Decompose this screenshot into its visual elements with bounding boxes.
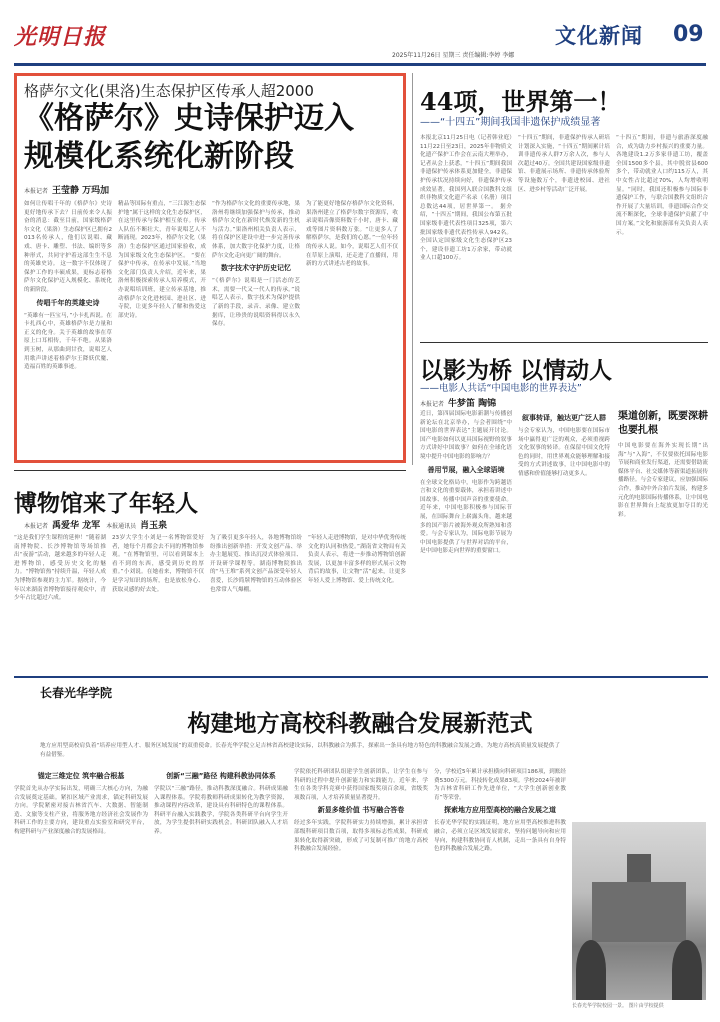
- column-divider: [412, 73, 413, 465]
- article2-col3-text: “十四五”期间，非遗与旅游深度融合，成为助力乡村振兴的重要力量。各地建设1.2万多家非遗工坊，覆盖全国1500多个县，其中脱贫县600多个，带动就业人口约115万人，其中女性占比超过70%，人均增收明显。“同时，我国还积极参与国际非遗保护工作，与联合国教科文组织合作开展了大量培训，非遗国际合作交流不断深化，全球非遗保护贡献了中国方案。”文化和旅游部有关负责人表示。: [616, 135, 708, 236]
- byline-label: 本报记者: [24, 523, 49, 530]
- article1-col3b-text: “《格萨尔》说唱是一门活态的艺术，需要一代又一代人的传承。”说唱艺人表示，数字技术为保护提供了新的手段，录音、录像、建立数据库，让珍贵的说唱资料得以永久保存。: [212, 278, 300, 328]
- photo-building: [592, 882, 686, 942]
- dateline: 2025年11月26日 星期三 责任编辑:李婷 李娜: [392, 52, 515, 59]
- photo-tree: [672, 940, 702, 1000]
- article4-column2: [112, 534, 204, 672]
- article2-col2-text: “十四五”期间，非遗保护传承人研培计划深入实施，“十四五”期间累计培训非遗传承人群7万余人次，参与人次超过40万。全国共建设国家级非遗馆、非遗展示场所、非遗传承体验所等设施数万个，非遗进校园、进社区、进乡村等活动广泛开展。: [518, 135, 610, 193]
- photo-caption: 长春光华学院校园一景。 图片由学校提供: [572, 1003, 664, 1009]
- article1-column4: [306, 200, 398, 455]
- page-number: 09: [673, 22, 704, 47]
- photo-tree: [576, 940, 606, 1000]
- article4-column1: [14, 534, 106, 672]
- article1-col1b-text: “英雄有一匹宝马，”小卡扎西说。在卡扎西心中，英雄格萨尔是力量和正义的化身。关于英雄的故事在草原上口耳相传，千年不绝。从果洛到玉树，从那曲到甘孜，说唱艺人用歌声讲述着格萨尔王降妖伏魔、造福百姓的英雄事迹。: [24, 312, 112, 371]
- article3-column2: [518, 410, 610, 672]
- article4-column4: [308, 534, 406, 672]
- header-rule: [14, 63, 706, 66]
- article5-col4-text: 分，学校近5年累计承担横向科研项目186项，到账经费5300万元。科技转化成果83项。学校2024年被评为吉林省科研工作先进单位，“大学生创新创业教育”等荣誉。: [434, 769, 566, 801]
- article4-col1-text: “这是我们学生课程的延伸！”随着湖南博物院、长沙博物馆等场馆推出“夜游”活动，越来越多的年轻人走进博物馆，感受历史文化的魅力。“博物馆热”持续升温，年轻人成为博物馆参观的主力军。据统计，今年以来湖南省博物馆接待观众中，青少年占比超过六成。: [14, 535, 106, 602]
- article5-column1: [14, 768, 148, 1008]
- byline-authors: 禹爱华 龙军: [52, 521, 101, 531]
- byline-label: 本报记者: [24, 188, 49, 195]
- article3-subhead2: 叙事转译，触达更广泛人群: [522, 414, 606, 422]
- article3-side-subhead: 渠道创新，既要深耕也要扎根: [618, 411, 708, 436]
- article5-col3b-text: 经过多年实践，学院科研实力持续增强，累计承担省部级科研项目数百项，取得多项标志性成果，科研成果转化取得新突破，形成了可复制可推广的地方高校科教融合发展经验。: [294, 820, 428, 853]
- article4-column3: [210, 534, 302, 672]
- article2-lead-text: 本报北京11月25日电（记者韩业庭）11月22日至23日，2025年非物质文化遗产保护工作会在云南大理举办，记者从会上获悉，“十四五”期间我国非遗保护传承体系更加健全，非遗保护传承状况持续向好，非遗保护传承成效显著，我国列入联合国教科文组织非物质文化遗产名录（名册）项目总数达44项，居世界第一。 据介绍，“十四五”期间，我国公布第五批国家级非遗代表性项目325项，第六批国家级非遗代表性传承人942名。全国认定国家级文化生态保护区23个，建设非遗工坊1万余家，带动就业人口超100万。: [420, 135, 512, 262]
- article5-subhead2: 创新“三融”路径 构建科教协同体系: [166, 772, 276, 780]
- article1-column2: [118, 200, 206, 455]
- newspaper-masthead: 光明日报: [14, 24, 107, 50]
- article1-col2-text: 精品等国际有重点，“三江源生态保护地”属于这样的文化生态保护区，在这里传承与保护相互依存。传承人队伍不断壮大，青年说唱艺人不断涌现。2023年，格萨尔文化（果洛）生态保护区通过国家验收，成为国家级文化生态保护区。 “要在保护中传承，在传承中发展。”当地文化部门负责人介绍，近年来，果洛州积极探索传承人培养模式，开办说唱培训班，建立传承基地，推动格萨尔文化进校园、进社区、进寺院，让更多年轻人了解和热爱这部史诗。: [118, 201, 206, 319]
- article5-col2-text: 学院以“三融”路径，推动科教深度融合。科研成果融入课程体系。学院将教师科研成果转化为教学资源，推动课程内容改革，建设具有科研特色的课程体系。科研平台融入实践教学，学院各类科研平台向学生开放，为学生提供科研实践机会。科研团队融入人才培养。: [154, 786, 288, 835]
- article-divider: [14, 470, 406, 471]
- article5-column4: [434, 768, 566, 1008]
- article-divider: [420, 342, 708, 343]
- article1-headline-line2: 规模化系统化新阶段: [24, 139, 294, 174]
- article1-byline: [24, 183, 113, 196]
- article5-col4b-text: 长春光华学院的实践证明，地方应用型高校推进科教融合，必须立足区域发展需求，坚持问题导向和应用导向，构建科教协同育人机制，走出一条具有自身特色的科教融合发展之路。: [434, 820, 566, 853]
- article1-col3-text: “作为格萨尔文化的重要传承地，果洛州将继续加强保护与传承，推动格萨尔文化在新时代焕发新的生机与活力。”果洛州相关负责人表示，将在保护区建设中进一步完善传承体系，加大数字化保护力度，让格萨尔文化走向更广阔的舞台。: [212, 201, 300, 259]
- section-title: 文化新闻: [555, 24, 643, 48]
- article2-subheadline: ——“十四五”期间我国非遗保护成绩显著: [420, 117, 601, 128]
- article4-col2-text: 23岁大学生小刘是一名博物馆爱好者，她每个月都会去不同的博物馆参观。“在博物馆里，可以看到课本上看不到的东西，感受到历史的厚重。”小刘说。在她看来，博物馆不仅是学习知识的场所，也是放松身心、获取灵感的好去处。: [112, 535, 204, 593]
- byline-authors: 牛梦笛 陶锦: [448, 399, 497, 409]
- article1-col4-text: 为了能更好地保存格萨尔文化资料，果洛州建立了格萨尔数字资源库，收录说唱音像资料数千小时，唐卡、藏戏等图片资料数万张。“让更多人了解格萨尔，是我们的心愿。”一位年轻的传承人说。如今，说唱艺人们不仅在草原上演唱，还走进了直播间，用新的方式讲述古老的故事。: [306, 201, 398, 268]
- article5-subhead3: 新显多维价值 书写融合答卷: [317, 806, 405, 815]
- byline-authors: 王莹静 万玛加: [52, 186, 110, 196]
- article5-column3: [294, 768, 428, 1008]
- article2-headline: 44项，世界第一！: [420, 87, 622, 116]
- article1-headline-line1: 《格萨尔》史诗保护迈入: [24, 101, 354, 136]
- article5-kicker: 长春光华学院: [40, 686, 113, 700]
- article3-lead-text: 近日，第四届国际电影新潮与传播创新论坛在北京举办，与会者围绕“中国电影的世界表达”主题展开讨论。国产电影如何以更具国际视野的叙事方式讲好中国故事？如何在全球化语境中提升中国电影的影响力？: [420, 411, 512, 460]
- article5-intro: [40, 742, 560, 762]
- article5-subhead4: 探索地方应用型高校的融合发展之道: [444, 806, 556, 815]
- article4-col3-text: 为了吸引更多年轻人，各地博物馆纷纷推出创新举措：开发文创产品、举办主题展览、推出沉浸式体验项目、开设研学课程等。湖南博物院推出的“马王堆”系列文创产品深受年轻人喜爱，长沙简牍博物馆的互动体验区也常常人气爆棚。: [210, 535, 302, 593]
- article3-headline: 以影为桥 以情动人: [420, 357, 613, 384]
- article5-subhead1: 锚定三维定位 筑牢融合根基: [37, 772, 125, 780]
- byline2-authors: 肖玉泉: [140, 521, 168, 531]
- article2-column2: [518, 134, 610, 338]
- byline-label: 本报记者: [420, 401, 445, 408]
- article5-column2: [154, 768, 288, 1008]
- article3-col2-text: 与会专家认为，中国电影要在国际市场中赢得更广泛的观众，必须重视跨文化叙事的转译。在保留中国文化特色的同时，用世界观众能够理解和接受的方式讲述故事，让中国电影中的情感和价值能够打动更多人。: [518, 428, 610, 477]
- article1-col1-text: 如何让传唱千年的《格萨尔》史诗更好地传承下去？日前传来令人振奋的消息：截至目前，国家级格萨尔文化（果洛）生态保护区已拥有2013名传承人，他们以说唱、藏戏、唐卡、雕塑、书法、编织等多种形式，共同守护着这部生生不息的英雄史诗。 这一数字不仅体现了保护工作的丰硕成果，更标志着格萨尔文化保护迈入规模化、系统化的新阶段。: [24, 201, 112, 293]
- article1-subhead1: 传唱千年的英雄史诗: [36, 298, 100, 307]
- article1-column1: [24, 200, 112, 455]
- article3-subheadline: ——电影人共话“中国电影的世界表达”: [420, 383, 582, 394]
- article1-subhead2: 数字技术守护历史记忆: [221, 264, 291, 273]
- article3-column1: [420, 410, 512, 672]
- article5-headline: 构建地方高校科教融合发展新范式: [187, 710, 533, 737]
- article5-col3-text: 学院依托科研团队组建学生创新团队，让学生在参与科研的过程中提升创新能力和实践能力。近年来，学生在各类学科竞赛中获得国家级奖项百余项，省级奖项数百项，人才培养质量显著提升。: [294, 769, 428, 801]
- article3-col3-text: 中国电影要在海外实现长期“出海”与“入海”，不仅要依托国际电影节展和商业发行渠道，还需要借助流媒体平台、社交媒体等新渠道拓展传播路径。与会专家建议，应加强国际合作，推动中外合拍片发展，构建多元化的电影国际传播体系，让中国电影在世界舞台上绽放更加夺目的光彩。: [618, 443, 708, 518]
- campus-photo: [572, 822, 706, 1000]
- article3-column3: [618, 442, 708, 672]
- article3-col1-text: 在全球文化格局中，电影作为跨越语言和文化的重要载体，承担着讲述中国故事、传播中国声音的重要使命。近年来，中国电影积极参与国际节展，在国际舞台上崭露头角，越来越多的国产影片被海外观众所熟知和喜爱。与会专家认为，国际电影节展为中国电影提供了与世界对话的平台，是中国电影走向世界的重要窗口。: [420, 479, 512, 555]
- article1-kicker: 格萨尔文化(果洛)生态保护区传承人超2000: [24, 82, 314, 100]
- article1-column3: [212, 200, 300, 455]
- article5-intro-text: 地方应用型高校肩负着“培养应用型人才、服务区域发展”的双重使命。长春光华学院立足吉林省高校建设实际，以科教融合为抓手，探索出一条具有地方特色的科教融合发展之路，为地方高校高质量发展提供了有益借鉴。: [40, 743, 560, 758]
- article4-headline: 博物馆来了年轻人: [14, 490, 198, 517]
- article4-col4-text: “年轻人走进博物馆，是对中华优秀传统文化的认同和热爱。”湖南省文物局有关负责人表示，将进一步推动博物馆创新发展，以更加丰富多样的形式展示文物背后的故事，让文物“活”起来，让更多年轻人爱上博物馆、爱上传统文化。: [308, 535, 406, 584]
- article2-column1: [420, 134, 512, 338]
- article2-column3: [616, 134, 708, 338]
- article3-byline: [420, 396, 500, 409]
- article5-col1-text: 学院首先从办学实际出发，明确三大核心方向，为融合发展奠定基础。紧扣区域产业需求，锚定科研发展方向。学院紧密对接吉林省汽车、大数据、智能制造、文旅等支柱产业，将服务地方经济社会发展作为科研工作的主要方向，建设重点实验室和研究平台，构建科研与产业深度融合的发展格局。: [14, 786, 148, 835]
- article1-headline: [24, 100, 354, 176]
- article3-subhead1: 善用节展，融入全球语境: [427, 465, 505, 474]
- byline2-label: 本报通讯员: [106, 523, 137, 530]
- article4-byline: [24, 518, 171, 531]
- section-divider: [14, 676, 708, 678]
